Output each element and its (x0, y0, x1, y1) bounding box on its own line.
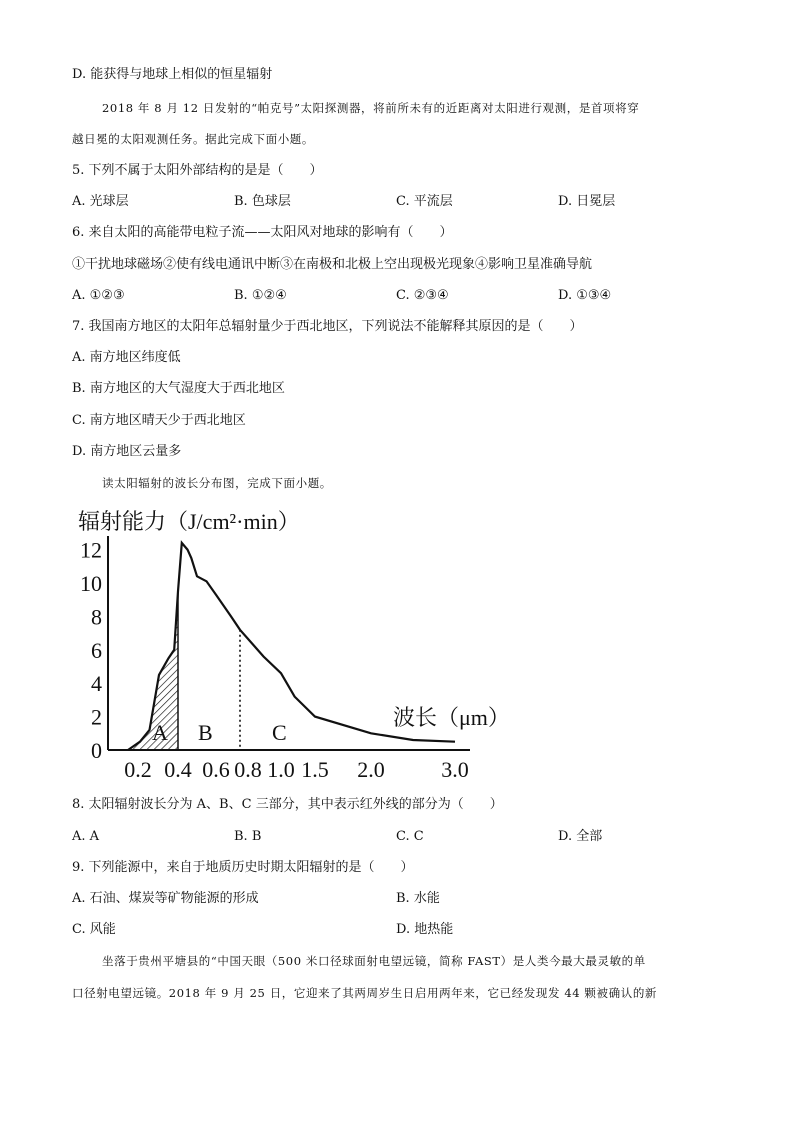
intro-paragraph-2: 读太阳辐射的波长分布图，完成下面小题。 (102, 476, 332, 490)
option-d-previous: D. 能获得与地球上相似的恒星辐射 (72, 67, 273, 82)
y-tick-label: 4 (91, 671, 102, 697)
q9-option-c: C. 风能 (72, 922, 116, 937)
y-tick-label: 2 (91, 704, 102, 730)
question-6-statements: ①干扰地球磁场②使有线电通讯中断③在南极和北极上空出现极光现象④影响卫星准确导航 (72, 257, 593, 272)
question-9: 9. 下列能源中，来自于地质历史时期太阳辐射的是（ ） (72, 860, 414, 875)
region-a-label: A (152, 720, 168, 745)
x-tick-label: 0.6 (202, 757, 230, 782)
q5-option-d: D. 日冕层 (558, 194, 616, 209)
intro-paragraph-1b: 越日冕的太阳观测任务。据此完成下面小题。 (72, 132, 314, 146)
x-axis-label: 波长（μm） (393, 705, 510, 730)
q8-option-d: D. 全部 (558, 829, 603, 844)
q5-option-c: C. 平流层 (396, 194, 453, 209)
q9-option-a: A. 石油、煤炭等矿物能源的形成 (72, 891, 259, 906)
x-tick-label: 0.2 (124, 757, 152, 782)
x-tick-label: 3.0 (441, 757, 469, 782)
intro-paragraph-1a: 2018 年 8 月 12 日发射的“帕克号”太阳探测器，将前所未有的近距离对太阳进行观测，是首项将穿 (102, 101, 640, 115)
q6-option-c: C. ②③④ (396, 288, 449, 303)
x-tick-label: 0.8 (234, 757, 262, 782)
x-tick-label: 1.0 (267, 757, 295, 782)
y-tick-label: 0 (91, 738, 102, 763)
y-tick-label: 6 (91, 637, 102, 663)
q6-option-d: D. ①③④ (558, 288, 612, 303)
q7-option-d: D. 南方地区云量多 (72, 444, 182, 459)
q8-option-a: A. A (72, 829, 100, 844)
q5-option-b: B. 色球层 (234, 194, 291, 209)
x-tick-label: 2.0 (357, 757, 385, 782)
q9-option-b: B. 水能 (396, 891, 440, 906)
q8-option-c: C. C (396, 829, 424, 844)
y-tick-label: 12 (80, 537, 102, 563)
intro-paragraph-3b: 口径射电望远镜。2018 年 9 月 25 日，它迎来了其两周岁生日启用两年来，它已经发现发 44 颗被确认的新 (72, 986, 658, 1000)
q6-option-a: A. ①②③ (72, 288, 125, 303)
intro-paragraph-3a: 坐落于贵州平塘县的“中国天眼（500 米口径球面射电望远镜，简称 FAST）是人类今最大最灵敏的单 (102, 954, 646, 968)
question-6: 6. 来自太阳的高能带电粒子流——太阳风对地球的影响有（ ） (72, 225, 453, 240)
y-tick-label: 10 (80, 571, 102, 596)
q9-option-d: D. 地热能 (396, 922, 454, 937)
x-tick-label: 1.5 (301, 757, 329, 782)
question-8: 8. 太阳辐射波长分为 A、B、C 三部分，其中表示红外线的部分为（ ） (72, 797, 503, 812)
q7-option-c: C. 南方地区晴天少于西北地区 (72, 413, 246, 428)
solar-radiation-chart (0, 500, 794, 790)
question-5: 5. 下列不属于太阳外部结构的是是（ ） (72, 163, 323, 178)
region-b-label: B (198, 720, 213, 745)
q5-option-a: A. 光球层 (72, 194, 129, 209)
q7-option-a: A. 南方地区纬度低 (72, 350, 181, 365)
q7-option-b: B. 南方地区的大气湿度大于西北地区 (72, 381, 285, 396)
y-axis-label: 辐射能力（J/cm²·min） (78, 509, 300, 534)
question-7: 7. 我国南方地区的太阳年总辐射量少于西北地区，下列说法不能解释其原因的是（ ） (72, 319, 583, 334)
q6-option-b: B. ①②④ (234, 288, 287, 303)
q8-option-b: B. B (234, 829, 262, 844)
y-tick-label: 8 (91, 604, 102, 630)
region-c-label: C (272, 720, 287, 745)
x-tick-label: 0.4 (164, 757, 192, 782)
